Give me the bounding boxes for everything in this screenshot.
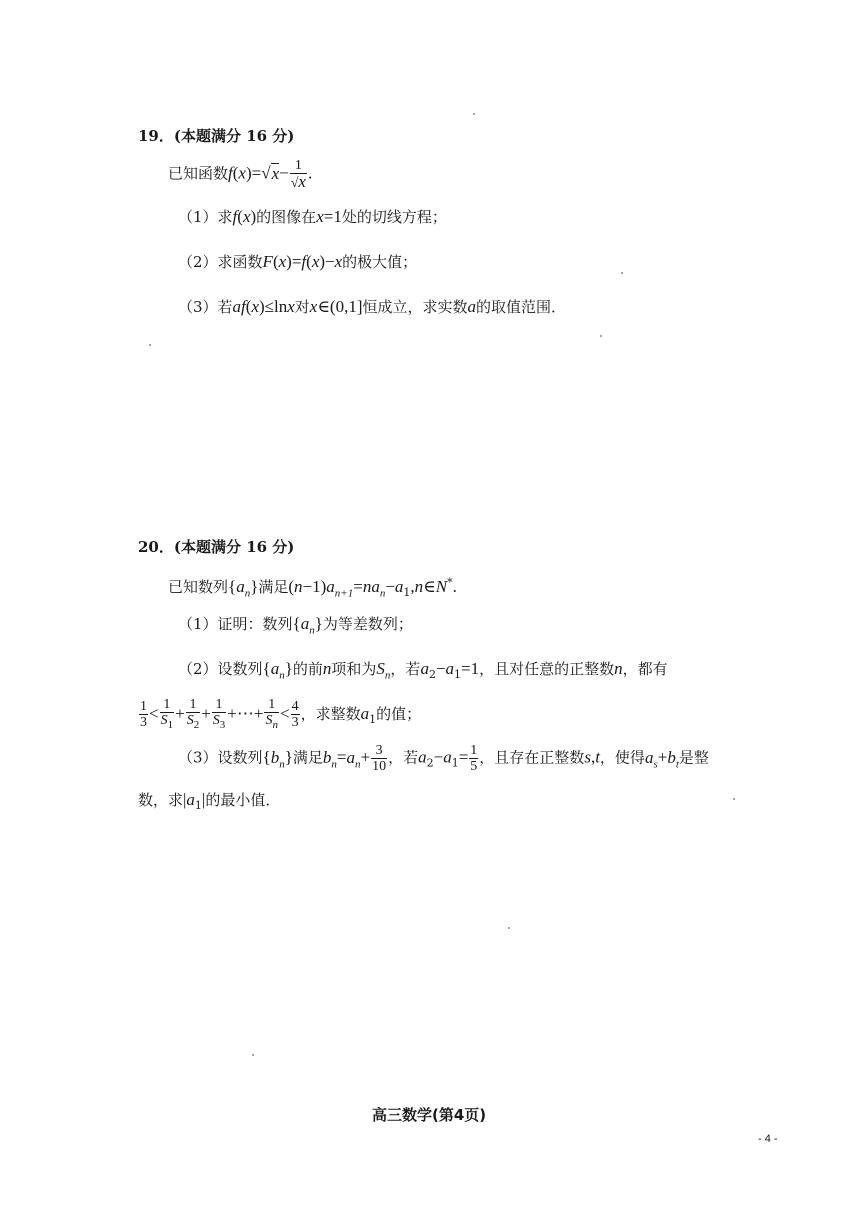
q19-part3-mid2: 恒成立，求实数 xyxy=(362,298,468,316)
q20-stem: 已知数列$\{a_n\}$满足$(n-1)a_{n+1}=na_n-a_1,n\in N^*$. xyxy=(168,576,457,600)
q19-part1-mid: 的图像在 xyxy=(256,208,317,226)
q19-part2: （2）求函数F(x)=f(x)−x的极大值； xyxy=(178,252,418,271)
q19-part3: （3）若af(x)≤lnx对x∈(0,1]恒成立，求实数a的取值范围． xyxy=(178,297,567,316)
scan-dot xyxy=(252,1054,254,1056)
q20-part3-line2-text: 数，求 xyxy=(138,791,184,809)
q20-part3-line2-end: 的最小值． xyxy=(205,791,281,809)
q20-part2-line2: $\frac{1}{3}$ < $\frac{1}{S_1}$ + $\frac{1}{S_2}$ + $\frac{1}{S_3}$ +⋯+ $\frac{1}{S_n}$ < $\frac{4}{3}$ ，求整数$a_1$的值； xyxy=(140,697,422,731)
q19-part3-label: （3）若 xyxy=(178,298,233,316)
q19-stem: 已知函数f(x)=√x− $\frac{1}{√x}$ . xyxy=(168,158,313,191)
q20-part1-end: 为等差数列； xyxy=(322,615,413,633)
q20-part2-line1: （2）设数列$\{a_n\}$的前n项和为$S_n$，若$a_2-a_1=1$，且对任意的正整数n，都有 xyxy=(178,659,668,682)
scan-dot xyxy=(149,344,151,346)
q19-part3-end: 的取值范围． xyxy=(476,298,567,316)
q20-part3-label: （3）设数列 xyxy=(178,748,263,767)
q20-header: 20．(本题满分 16 分) xyxy=(138,538,295,556)
q20-part2-line2-text: ，求整数 xyxy=(300,704,361,723)
q20-part2-mid4: ，且对任意的正整数 xyxy=(479,660,615,678)
q19-stem-text: 已知函数 xyxy=(168,164,229,183)
q20-part3-mid4: ，使得 xyxy=(599,748,645,767)
q20-part3-mid3: ，且存在正整数 xyxy=(479,748,585,767)
q20-part3-line1: （3）设数列$\{b_n\}$满足$b_n=a_n+$ $\frac{3}{10}$ ，若$a_2-a_1=$ $\frac{1}{5}$ ，且存在正整数s,t，使得$a_s+b_t$是整 xyxy=(178,743,709,774)
q19-header: 19．(本题满分 16 分) xyxy=(138,127,295,145)
scan-dot xyxy=(733,798,735,800)
q20-part1: （1）证明：数列$\{a_n\}$为等差数列； xyxy=(178,614,413,637)
q20-stem-text: 已知数列 xyxy=(168,578,229,596)
q20-part3-line2: 数，求$|a_1|$的最小值． xyxy=(138,790,281,812)
footer-title: 高三数学(第4页) xyxy=(372,1106,487,1124)
scan-dot xyxy=(473,113,475,115)
q19-part3-mid: 对 xyxy=(294,298,310,316)
q20-part2-mid3: ，若 xyxy=(390,660,421,678)
q20-part2-mid2: 项和为 xyxy=(331,660,377,678)
q19-part1: （1）求f(x)的图像在x=1处的切线方程； xyxy=(178,207,447,226)
q20-part3-mid2: ，若 xyxy=(388,748,419,767)
q19-part2-end: 的极大值； xyxy=(342,253,418,271)
q20-part3-mid: 满足 xyxy=(292,748,323,767)
scan-dot xyxy=(600,335,602,337)
q19-part1-label: （1）求 xyxy=(178,208,233,226)
q19-part1-end: 处的切线方程； xyxy=(341,208,447,226)
q20-part1-label: （1）证明：数列 xyxy=(178,615,293,633)
q20-part3-end: 是整 xyxy=(678,748,709,767)
q20-stem-mid: 满足 xyxy=(258,578,289,596)
q20-part2-end: ，都有 xyxy=(622,660,668,678)
q20-part2-mid: 的前 xyxy=(292,660,323,678)
scan-dot xyxy=(508,927,510,929)
q20-part2-label: （2）设数列 xyxy=(178,660,263,678)
page-number: - 4 - xyxy=(758,1133,778,1145)
q19-part2-label: （2）求函数 xyxy=(178,253,263,271)
q20-part2-line2-end: 的值； xyxy=(376,704,422,723)
scan-dot xyxy=(621,272,623,274)
